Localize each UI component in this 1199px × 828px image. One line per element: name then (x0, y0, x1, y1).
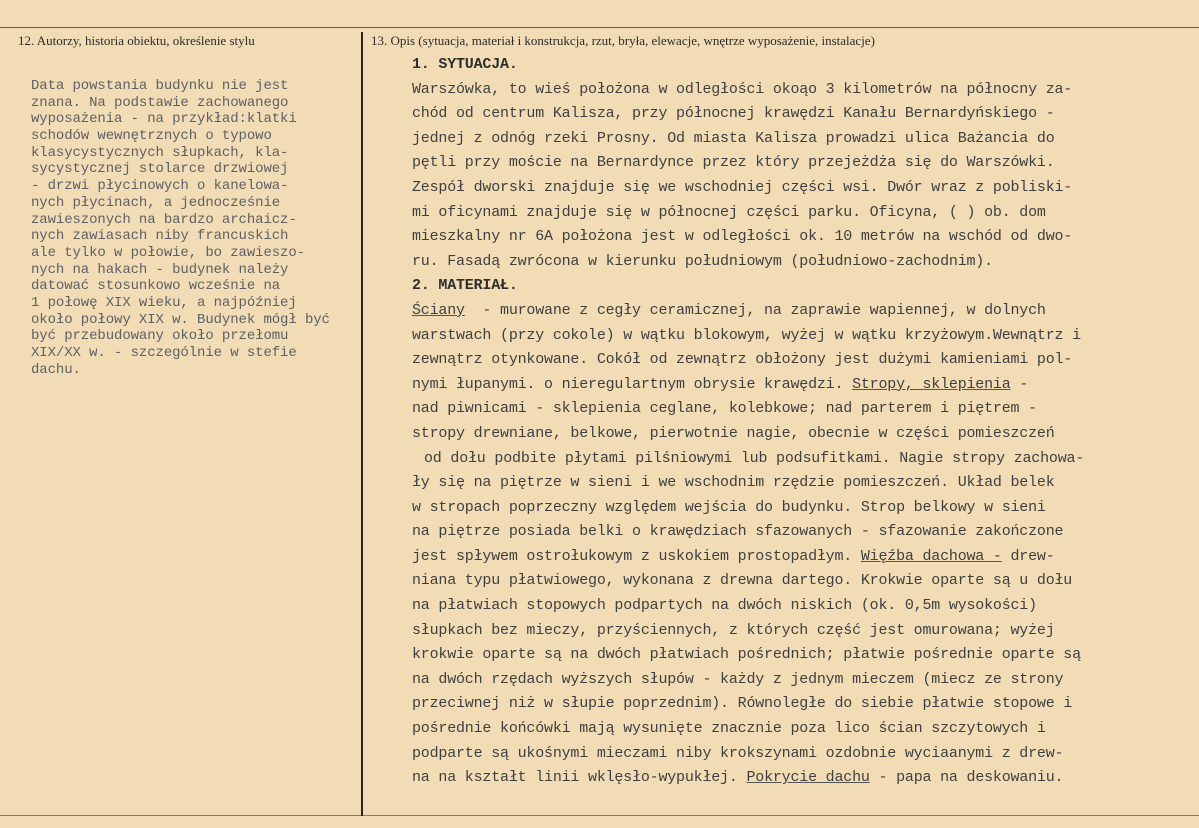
term-stropy: Stropy, sklepienia (852, 375, 1011, 393)
heading-material: 2. MATERIAŁ. (412, 277, 518, 295)
history-line: Data powstania budynku nie jest (31, 78, 289, 94)
material-line: warstwach (przy cokole) w wątku blokowym, wyżej w wątku krzyżowym.Wewnątrz i (412, 326, 1081, 344)
sytuacja-line: jednej z odnóg rzeki Prosny. Od miasta Kalisza prowadzi ulica Bażancia do (412, 129, 1055, 147)
material-line: na na kształt linii wklęsło-wypukłej. Pokrycie dachu - papa na deskowaniu. (412, 769, 1064, 787)
section-13-header: 13. Opis (sytuacja, materiał i konstrukcja, rzut, bryła, elewacje, wnętrze wyposażenie, instalacje) (371, 33, 875, 48)
sytuacja-line: ru. Fasadą zwrócona w kierunku południowym (południowo-zachodnim). (412, 252, 993, 270)
material-line: słupkach bez mieczy, przyściennych, z których część jest omurowana; wyżej (412, 621, 1055, 639)
top-rule (0, 27, 1199, 28)
material-line: na dwóch rzędach wyższych słupów - każdy z jednym mieczem (miecz ze strony (412, 670, 1064, 688)
material-line: od dołu podbite płytami pilśniowymi lub podsufitkami. Nagie stropy zachowa- (424, 449, 1085, 467)
term-sciany: Ściany (412, 301, 465, 319)
material-line: stropy drewniane, belkowe, pierwotnie nagie, obecnie w części pomieszczeń (412, 424, 1055, 442)
sytuacja-paragraph (412, 78, 1182, 275)
history-line: XIX/XX w. - szczególnie w stefie (31, 345, 297, 361)
material-line: na piętrze posiada belki o krawędziach sfazowanych - sfazowanie zakończone (412, 523, 1064, 541)
material-line: nad piwnicami - sklepienia ceglane, kolebkowe; nad parterem i piętrem - (412, 400, 1037, 418)
history-line: wyposażenia - na przykład:klatki (31, 111, 297, 128)
history-line: zawieszonych na bardzo archaicz- (31, 211, 297, 228)
term-pokrycie: Pokrycie dachu (746, 769, 870, 787)
material-line: niana typu płatwiowego, wykonana z drewna dartego. Krokwie oparte są u dołu (412, 572, 1073, 590)
term-wiezba: Więźba dachowa - (860, 547, 1002, 565)
sytuacja-line: mieszkalny nr 6A położona jest w odległości ok. 10 metrów na wschód od dwo- (412, 228, 1073, 246)
sytuacja-line: pętli przy moście na Bernardynce przez który przejeżdża się do Warszówki. (412, 154, 1055, 172)
sytuacja-line: mi oficynami znajduje się w północnej części parku. Oficyna, ( ) ob. dom (412, 203, 1046, 221)
history-line: - drzwi płycinowych o kanelowa- (31, 178, 289, 195)
material-line: pośrednie końcówki mają wysunięte znacznie poza lico ścian szczytowych i (412, 720, 1046, 738)
history-line: około połowy XIX w. Budynek mógł być (31, 311, 330, 328)
section-12-header: 12. Autorzy, historia obiektu, określenie stylu (18, 33, 255, 48)
material-line: przeciwnej niż w słupie poprzednim). Równoległe do siebie płatwie stopowe i (412, 695, 1073, 713)
material-line: jest spływem ostrołukowym z uskokiem prostopadłym. Więźba dachowa - drew- (412, 547, 1055, 565)
column-divider (361, 32, 363, 816)
sytuacja-line: Zespół dworski znajduje się we wschodniej części wsi. Dwór wraz z pobliski- (412, 178, 1073, 196)
history-line: być przebudowany około przełomu (31, 328, 289, 345)
history-line: schodów wewnętrznych o typowo (31, 128, 272, 145)
history-line: znana. Na podstawie zachowanego (31, 94, 289, 111)
material-line: ły się na piętrze w sieni i we wschodnim rzędzie pomieszczeń. Układ belek (412, 474, 1055, 492)
history-line: dachu. (31, 361, 81, 378)
history-line: sycystycznej stolarce drzwiowej (31, 161, 289, 178)
material-line: Ściany - murowane z cegły ceramicznej, na zaprawie wapiennej, w dolnych (412, 301, 1046, 319)
material-line: zewnątrz otynkowane. Cokół od zewnątrz obłożony jest dużymi kamieniami pol- (412, 351, 1073, 369)
material-line: nymi łupanymi. o nieregulartnym obrysie krawędzi. Stropy, sklepienia - (412, 375, 1029, 393)
sytuacja-line: chód od centrum Kalisza, przy północnej krawędzi Kanału Bernardyńskiego - (412, 105, 1055, 123)
history-text-block (31, 78, 361, 378)
history-line: nych zawiasach niby francuskich (31, 228, 289, 245)
material-line: w stropach poprzeczny względem wejścia do budynku. Strop belkowy w sieni (412, 498, 1046, 516)
material-line: krokwie oparte są na dwóch płatwiach pośrednich; płatwie pośrednie oparte są (412, 646, 1081, 664)
history-line: 1 połowę XIX wieku, a najpóźniej (31, 294, 297, 311)
heading-sytuacja: 1. SYTUACJA. (412, 56, 518, 73)
history-line: nych na hakach - budynek należy (31, 261, 289, 278)
material-line: podparte są ukośnymi mieczami niby krokszynami ozdobnie wyciaanymi z drew- (412, 744, 1064, 762)
history-line: nych płycinach, a jednocześnie (31, 194, 281, 211)
bottom-rule (0, 815, 1199, 816)
material-line: na płatwiach stopowych podpartych na dwóch niskich (ok. 0,5m wysokości) (412, 597, 1037, 615)
sytuacja-line: Warszówka, to wieś położona w odległości okoąo 3 kilometrów na północny za- (412, 80, 1073, 98)
history-line: klasycystycznych słupkach, kla- (31, 144, 289, 161)
history-line: datować stosunkowo wcześnie na (31, 278, 281, 295)
description-text-block (412, 53, 1182, 791)
history-line: ale tylko w połowie, bo zawieszo- (31, 244, 305, 261)
